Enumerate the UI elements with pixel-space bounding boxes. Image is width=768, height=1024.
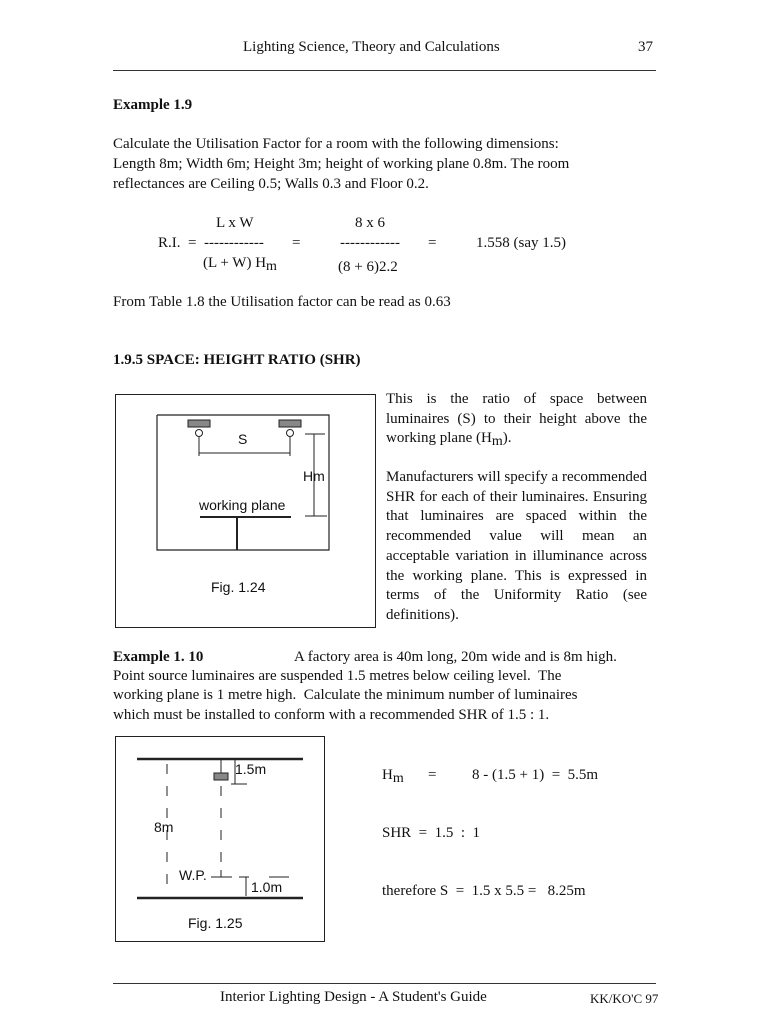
example-1-9-conclusion: From Table 1.8 the Utilisation factor can be read as 0.63 bbox=[113, 294, 451, 310]
luminaire-right bbox=[279, 420, 301, 427]
label-s: S bbox=[238, 431, 248, 447]
shr-definition-end: ). bbox=[502, 430, 512, 447]
label-8m: 8m bbox=[154, 819, 174, 835]
shr-definition-paragraph bbox=[386, 390, 647, 452]
label-1-0m: 1.0m bbox=[251, 879, 283, 895]
shr-manufacturers-paragraph: Manufacturers will specify a recommended SHR for each of their luminaires. Ensuring that luminaires are spaced within the recommended value will mean an acceptable variation in illuminance across the working plane. This is expressed in terms of the Uniformity Ratio (see definitions). bbox=[386, 469, 647, 623]
section-1-9-5-heading: 1.9.5 SPACE: HEIGHT RATIO (SHR) bbox=[113, 352, 361, 368]
example-1-9-line3: reflectances are Ceiling 0.5; Walls 0.3 and Floor 0.2. bbox=[113, 176, 429, 192]
figure-1-24 bbox=[115, 394, 376, 628]
shr-definition-sub: m bbox=[491, 434, 503, 450]
calc-hm-value: 8 - (1.5 + 1) = 5.5m bbox=[472, 767, 599, 783]
footer-code: KK/KO'C 97 bbox=[590, 991, 659, 1006]
example-1-10-line2: Point source luminaires are suspended 1.5 metres below ceiling level. The bbox=[113, 668, 562, 684]
footer-title: Interior Lighting Design - A Student's Guide bbox=[220, 989, 487, 1005]
calc-hm-letter: H bbox=[382, 767, 393, 783]
running-header-title: Lighting Science, Theory and Calculations bbox=[243, 39, 500, 55]
formula-lhs: R.I. = ------------ bbox=[158, 235, 264, 251]
label-hm: Hm bbox=[303, 468, 325, 484]
figure-1-25 bbox=[115, 736, 326, 942]
label-working-plane: working plane bbox=[199, 497, 286, 513]
calc-hm-equals: = bbox=[428, 767, 437, 783]
label-wp: W.P. bbox=[179, 867, 207, 883]
lamp-right bbox=[287, 430, 294, 437]
calc-shr: SHR = 1.5 : 1 bbox=[382, 825, 481, 841]
lamp-left bbox=[196, 430, 203, 437]
header-rule bbox=[113, 70, 656, 71]
figure-1-25-drawing bbox=[115, 736, 326, 942]
example-1-10-line4: which must be installed to conform with a recommended SHR of 1.5 : 1. bbox=[113, 707, 550, 723]
formula-equals-2: = bbox=[428, 235, 437, 251]
calc-hm-sub: m bbox=[392, 771, 404, 786]
example-1-9-line2: Length 8m; Width 6m; Height 3m; height of working plane 0.8m. The room bbox=[113, 156, 570, 172]
page-number: 37 bbox=[638, 39, 653, 55]
calc-s-line: therefore S = 1.5 x 5.5 = 8.25m bbox=[382, 883, 586, 899]
example-1-10-line3: working plane is 1 metre high. Calculate the minimum number of luminaires bbox=[113, 687, 578, 703]
calc-hm-label bbox=[382, 765, 404, 789]
formula-result: 1.558 (say 1.5) bbox=[476, 235, 566, 251]
luminaire-left bbox=[188, 420, 210, 427]
formula-denominator-1 bbox=[203, 253, 277, 277]
figure-1-25-caption: Fig. 1.25 bbox=[188, 915, 243, 931]
shr-definition-text: This is the ratio of space between luminaires (S) to their height above the working plane (H bbox=[386, 391, 647, 447]
formula-numerator-2: 8 x 6 bbox=[355, 215, 385, 231]
example-1-9-line1: Calculate the Utilisation Factor for a room with the following dimensions: bbox=[113, 136, 559, 152]
luminaire bbox=[214, 773, 228, 780]
example-1-10-heading: Example 1. 10 bbox=[113, 649, 204, 665]
example-1-9-heading: Example 1.9 bbox=[113, 97, 193, 113]
formula-dashes-2: ------------ bbox=[340, 235, 400, 251]
formula-equals-1: = bbox=[292, 235, 301, 251]
footer-rule bbox=[113, 983, 656, 984]
figure-1-24-caption: Fig. 1.24 bbox=[211, 579, 266, 595]
figure-1-24-drawing bbox=[115, 394, 376, 628]
example-1-10-intro: A factory area is 40m long, 20m wide and is 8m high. bbox=[294, 649, 617, 665]
formula-numerator-1: L x W bbox=[216, 215, 254, 231]
formula-denominator-1-text: (L + W) H bbox=[203, 255, 267, 271]
figure-1-25-frame bbox=[116, 737, 325, 942]
formula-denominator-2: (8 + 6)2.2 bbox=[338, 259, 398, 275]
formula-denominator-1-sub: m bbox=[266, 259, 277, 274]
label-1-5m: 1.5m bbox=[235, 761, 267, 777]
